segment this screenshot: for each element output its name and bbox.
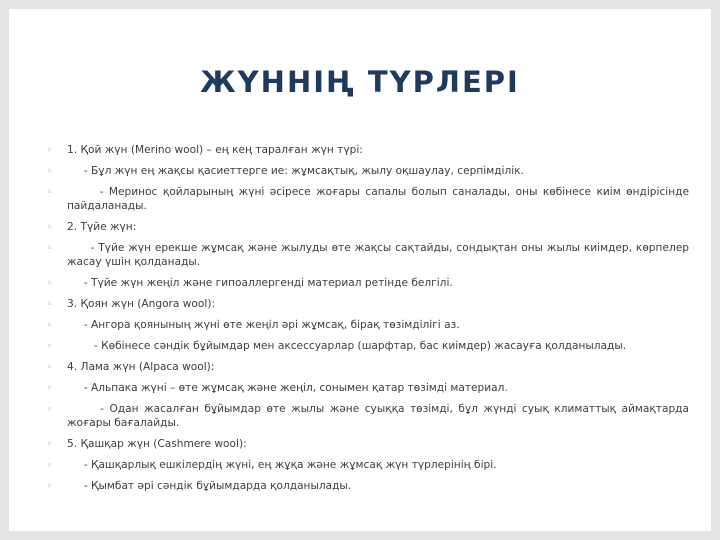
list-item [47,143,689,157]
bullet-icon: ◦ [47,146,53,156]
list-item-text: 2. Түйе жүн: [67,221,137,233]
bullet-icon: ◦ [47,321,53,331]
slide [9,9,711,531]
slide-title: ЖҮННІҢ ТҮРЛЕРІ [200,65,520,99]
list-item-text: 5. Қашқар жүн (Cashmere wool): [67,438,247,450]
list-item-text: - Қымбат әрі сәндік бұйымдарда қолданылады. [67,480,352,492]
list-item-text: - Ангора қоянының жүні өте жеңіл әрі жұмсақ, бірақ төзімділігі аз. [67,319,460,331]
bullet-icon: ◦ [47,300,53,310]
bullet-icon: ◦ [47,244,53,254]
list-item-text: - Түйе жүн жеңіл және гипоаллергенді материал ретінде белгілі. [67,277,453,289]
bullet-icon: ◦ [47,461,53,471]
list-item [47,185,693,213]
list-item-text: - Одан жасалған бұйымдар өте жылы және суыққа төзімді, бұл жүнді суық климаттық аймақтарда жоғары бағалайды. [67,403,693,429]
list-item [47,479,689,493]
list-item [47,297,689,311]
list-item-text: 1. Қой жүн (Merino wool) – ең кең таралған жүн түрі: [67,144,363,156]
list-item-text: 4. Лама жүн (Alpaca wool): [67,361,215,373]
bullet-icon: ◦ [47,482,53,492]
list-item-text: - Көбінесе сәндік бұйымдар мен аксессуарлар (шарфтар, бас киімдер) жасауға қолданылады. [67,340,627,352]
list-item-text: 3. Қоян жүн (Angora wool): [67,298,216,310]
bullet-icon: ◦ [47,223,53,233]
list-item-text: - Альпака жүні – өте жұмсақ және жеңіл, сонымен қатар төзімді материал. [67,382,508,394]
list-item [47,318,689,332]
bullet-icon: ◦ [47,363,53,373]
list-item [47,220,689,234]
list-item [47,402,693,430]
bullet-icon: ◦ [47,440,53,450]
list-item-text: - Меринос қойларының жүні әсіресе жоғары сапалы болып саналады, оны көбінесе киім өндірісінде пайдаланады. [67,186,693,212]
list-item [47,458,689,472]
list-item [47,339,689,353]
content-list [47,143,693,500]
bullet-icon: ◦ [47,342,53,352]
bullet-icon: ◦ [47,167,53,177]
list-item [47,164,689,178]
list-item-text: - Түйе жүн ерекше жұмсақ және жылуды өте жақсы сақтайды, сондықтан оны жылы киімдер, көрпелер жасау үшін қолданады. [67,242,693,268]
list-item [47,437,689,451]
bullet-icon: ◦ [47,384,53,394]
list-item [47,241,693,269]
list-item-text: - Бұл жүн ең жақсы қасиеттерге ие: жұмсақтық, жылу оқшаулау, серпімділік. [67,165,524,177]
list-item-text: - Қашқарлық ешкілердің жүні, ең жұқа және жұмсақ жүн түрлерінің бірі. [67,459,497,471]
title-band [25,23,695,135]
bullet-icon: ◦ [47,279,53,289]
list-item [47,276,689,290]
list-item [47,381,689,395]
bullet-icon: ◦ [47,188,53,198]
bullet-icon: ◦ [47,405,53,415]
list-item [47,360,689,374]
